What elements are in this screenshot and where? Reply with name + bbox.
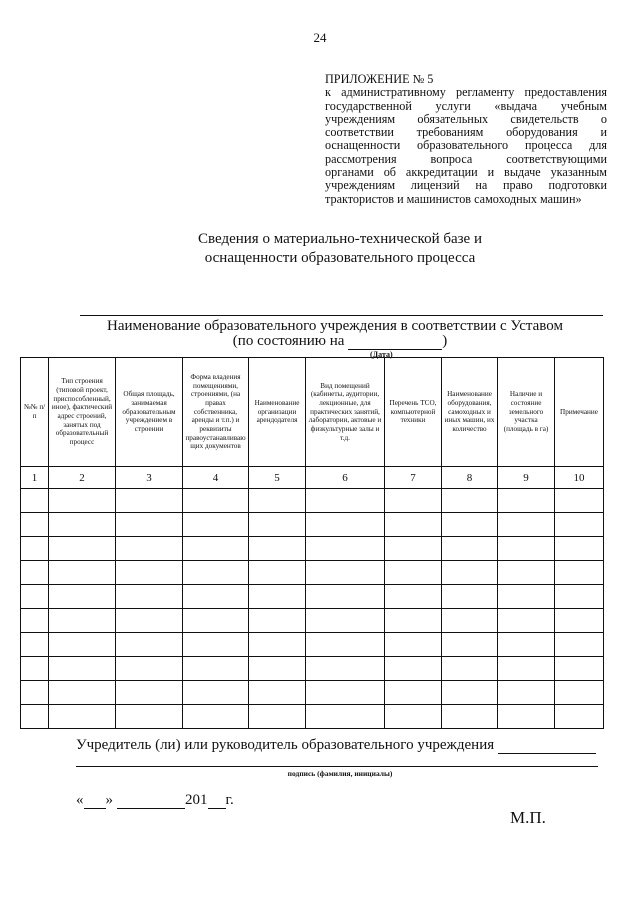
table-cell[interactable] [49, 561, 116, 585]
table-cell[interactable] [306, 633, 385, 657]
table-cell[interactable] [442, 657, 498, 681]
table-cell[interactable] [116, 537, 183, 561]
table-cell[interactable] [385, 681, 442, 705]
column-header: Общая площадь, занимаемая образовательным учреждением в строении [116, 358, 183, 467]
founder-line [76, 737, 596, 754]
table-cell[interactable] [306, 513, 385, 537]
table-cell[interactable] [183, 585, 249, 609]
table-row [21, 537, 604, 561]
table-cell[interactable] [116, 705, 183, 729]
table-cell[interactable] [249, 561, 306, 585]
table-cell[interactable] [249, 489, 306, 513]
founder-label: Учредитель (ли) или руководитель образовательного учреждения [76, 737, 495, 753]
column-header: Тип строения (типовой проект, приспособленный, иное), фактический адрес строений, занятых под образовательный процесс [49, 358, 116, 467]
date-caption: (Дата) [370, 350, 393, 359]
table-cell[interactable] [183, 657, 249, 681]
table-cell[interactable] [442, 633, 498, 657]
table-cell[interactable] [442, 513, 498, 537]
table-header-row [21, 358, 604, 467]
signature-caption: подпись (фамилия, инициалы) [287, 769, 393, 778]
column-header: Наличие и состояние земельного участка (площадь в га) [498, 358, 555, 467]
table-row [21, 633, 604, 657]
table-cell[interactable] [49, 609, 116, 633]
table-row [21, 585, 604, 609]
document-title [0, 230, 640, 268]
table-row [21, 681, 604, 705]
column-number: 2 [49, 467, 116, 489]
column-number: 10 [555, 467, 604, 489]
table-cell[interactable] [21, 681, 49, 705]
table-cell[interactable] [306, 609, 385, 633]
close-quote: » [105, 792, 113, 808]
table-cell[interactable] [183, 633, 249, 657]
year-field[interactable] [208, 795, 226, 809]
table-cell[interactable] [498, 633, 555, 657]
table-cell[interactable] [498, 513, 555, 537]
appendix-line: к административному регламенту предоставления [325, 85, 607, 100]
table-cell[interactable] [555, 633, 604, 657]
table-cell[interactable] [116, 681, 183, 705]
assets-table [20, 357, 604, 729]
table-cell[interactable] [116, 609, 183, 633]
table-row [21, 561, 604, 585]
table-cell[interactable] [498, 657, 555, 681]
table-cell[interactable] [249, 537, 306, 561]
column-number: 3 [116, 467, 183, 489]
table-cell[interactable] [21, 537, 49, 561]
table-cell[interactable] [555, 489, 604, 513]
appendix-line: оснащенности образовательного процесса для [325, 138, 607, 153]
table-cell[interactable] [21, 705, 49, 729]
table-cell[interactable] [183, 489, 249, 513]
appendix-title: ПРИЛОЖЕНИЕ № 5 [325, 72, 434, 86]
stamp-placeholder: М.П. [510, 808, 546, 827]
table-cell[interactable] [21, 513, 49, 537]
table-cell[interactable] [555, 561, 604, 585]
year-prefix: 201 [185, 792, 208, 808]
table-cell[interactable] [498, 609, 555, 633]
appendix-line: учреждениям обязательных свидетельств о [325, 111, 607, 126]
table-cell[interactable] [49, 705, 116, 729]
table-cell[interactable] [442, 561, 498, 585]
table-row [21, 657, 604, 681]
table-cell[interactable] [555, 609, 604, 633]
column-header: Вид помещений (кабинеты, аудитории, лекционные, для практических занятий, лаборатории, актовые и физкультурные залы и т.д. [306, 358, 385, 467]
table-cell[interactable] [555, 705, 604, 729]
founder-signature-field[interactable] [498, 739, 596, 754]
appendix-line: органами об аккредитации и выдаче указанным [325, 165, 607, 180]
table-cell[interactable] [249, 633, 306, 657]
table-cell[interactable] [442, 705, 498, 729]
table-cell[interactable] [306, 489, 385, 513]
appendix-line: учреждениям лицензий на право подготовки [325, 178, 607, 193]
day-field[interactable] [84, 795, 106, 809]
organization-label: Наименование образовательного учреждения в соответствии с Уставом [107, 318, 563, 334]
table-cell[interactable] [385, 489, 442, 513]
appendix-header [325, 73, 607, 206]
table-cell[interactable] [249, 513, 306, 537]
open-quote: « [76, 792, 84, 808]
table-cell[interactable] [555, 513, 604, 537]
table-cell[interactable] [306, 681, 385, 705]
table-cell[interactable] [306, 561, 385, 585]
signature-name-field[interactable] [76, 766, 598, 767]
table-cell[interactable] [49, 657, 116, 681]
table-cell[interactable] [385, 705, 442, 729]
table-cell[interactable] [116, 585, 183, 609]
table-cell[interactable] [49, 489, 116, 513]
table-cell[interactable] [498, 681, 555, 705]
table-cell[interactable] [21, 561, 49, 585]
column-header: Примечание [555, 358, 604, 467]
table-cell[interactable] [116, 561, 183, 585]
table-cell[interactable] [21, 633, 49, 657]
table-row [21, 513, 604, 537]
column-header: Форма владения помещениями, строениями, (на правах собственника, аренды и т.п.) и реквизиты правоустанавливающих документов [183, 358, 249, 467]
page-number: 24 [313, 30, 327, 45]
table-row [21, 489, 604, 513]
document-title-line: Сведения о материально-технической базе и [198, 231, 482, 247]
table-cell[interactable] [442, 537, 498, 561]
table-cell[interactable] [442, 681, 498, 705]
table-cell[interactable] [49, 537, 116, 561]
column-number: 9 [498, 467, 555, 489]
table-cell[interactable] [183, 609, 249, 633]
table-cell[interactable] [498, 537, 555, 561]
table-cell[interactable] [442, 609, 498, 633]
appendix-line: государственной услуги «выдача учебным [325, 98, 607, 113]
table-cell[interactable] [498, 705, 555, 729]
table-cell[interactable] [385, 537, 442, 561]
column-header: Наименование оборудования, самоходных и иных машин, их количество [442, 358, 498, 467]
table-cell[interactable] [442, 489, 498, 513]
table-cell[interactable] [385, 561, 442, 585]
table-cell[interactable] [183, 513, 249, 537]
appendix-line: соответствии требованиям оборудования и [325, 125, 607, 140]
appendix-line: рассмотрения вопроса соответствующими [325, 151, 607, 166]
column-header: №№ п/п [21, 358, 49, 467]
column-number: 4 [183, 467, 249, 489]
table-cell[interactable] [555, 537, 604, 561]
table-cell[interactable] [249, 585, 306, 609]
table-cell[interactable] [183, 561, 249, 585]
table-cell[interactable] [498, 561, 555, 585]
as-of-suffix: ) [442, 333, 448, 349]
table-cell[interactable] [183, 705, 249, 729]
table-cell[interactable] [555, 657, 604, 681]
table-cell[interactable] [442, 585, 498, 609]
table-cell[interactable] [49, 585, 116, 609]
table-cell[interactable] [555, 681, 604, 705]
year-suffix: г. [225, 792, 234, 808]
as-of-prefix: (по состоянию на [232, 333, 345, 349]
table-cell[interactable] [306, 585, 385, 609]
table-cell[interactable] [49, 513, 116, 537]
appendix-line: трактористов и машинистов самоходных машин» [325, 191, 582, 206]
column-header: Наименование организации арендодателя [249, 358, 306, 467]
as-of-date-field[interactable] [348, 335, 442, 350]
table-cell[interactable] [116, 633, 183, 657]
column-number: 1 [21, 467, 49, 489]
table-cell[interactable] [498, 489, 555, 513]
table-cell[interactable] [49, 633, 116, 657]
table-cell[interactable] [385, 657, 442, 681]
table-row [21, 609, 604, 633]
table-cell[interactable] [385, 585, 442, 609]
column-number-row [21, 467, 604, 489]
date-fill-line [76, 792, 234, 809]
column-number: 8 [442, 467, 498, 489]
column-number: 5 [249, 467, 306, 489]
table-cell[interactable] [249, 609, 306, 633]
column-number: 7 [385, 467, 442, 489]
table-cell[interactable] [116, 489, 183, 513]
table-cell[interactable] [116, 657, 183, 681]
table-cell[interactable] [555, 585, 604, 609]
table-cell[interactable] [385, 633, 442, 657]
table-cell[interactable] [249, 705, 306, 729]
table-cell[interactable] [385, 513, 442, 537]
table-cell[interactable] [498, 585, 555, 609]
table-cell[interactable] [49, 681, 116, 705]
table-cell[interactable] [21, 609, 49, 633]
column-header: Перечень ТСО, компьютерной техники [385, 358, 442, 467]
table-cell[interactable] [306, 537, 385, 561]
table-cell[interactable] [21, 585, 49, 609]
column-number: 6 [306, 467, 385, 489]
organization-name-field[interactable] [80, 315, 603, 316]
as-of-date-line [0, 333, 640, 350]
table-row [21, 705, 604, 729]
table-cell[interactable] [183, 537, 249, 561]
table-cell[interactable] [21, 657, 49, 681]
table-cell[interactable] [306, 657, 385, 681]
document-title-line: оснащенности образовательного процесса [204, 250, 476, 266]
table-cell[interactable] [385, 609, 442, 633]
table-cell[interactable] [21, 489, 49, 513]
table-cell[interactable] [116, 513, 183, 537]
table-cell[interactable] [249, 681, 306, 705]
table-cell[interactable] [183, 681, 249, 705]
month-field[interactable] [117, 795, 185, 809]
table-cell[interactable] [306, 705, 385, 729]
table-cell[interactable] [249, 657, 306, 681]
